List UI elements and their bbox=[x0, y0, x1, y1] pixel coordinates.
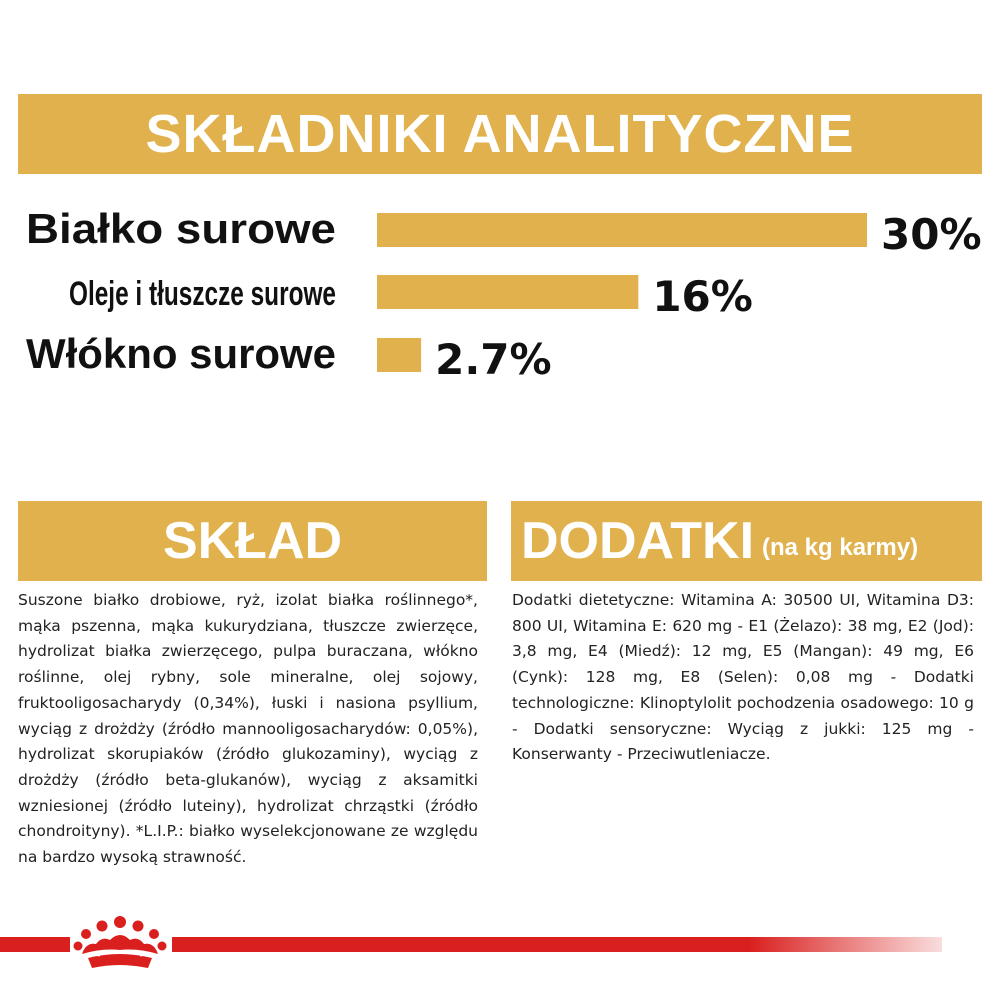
analytical-title: SKŁADNIKI ANALITYCZNE bbox=[145, 104, 855, 164]
bar-value-label: 2.7% bbox=[435, 335, 552, 384]
dodatki-title: DODATKI bbox=[521, 512, 755, 570]
footer-red-line-left bbox=[0, 937, 70, 952]
footer-red-line-right bbox=[172, 937, 942, 952]
bar-value-label: 30% bbox=[881, 210, 982, 259]
bar bbox=[377, 275, 638, 309]
crown-icon bbox=[68, 912, 172, 974]
sklad-title: SKŁAD bbox=[162, 512, 343, 570]
sklad-header-banner bbox=[18, 501, 487, 581]
dodatki-subtitle: (na kg karmy) bbox=[762, 534, 919, 561]
dodatki-header-banner bbox=[511, 501, 982, 581]
dodatki-additives-text: Dodatki dietetyczne: Witamina A: 30500 UI, Witamina D3: 800 UI, Witamina E: 620 mg - E1 (Żelazo): 38 mg, E2 (Jod): 3,8 mg, E4 (Miedź): 12 mg, E5 (Mangan): 49 mg, E6 (Cynk): 128 mg, E8 (Selen): 0,08 mg - Dodatki technologiczne: Klinoptylolit pochodzenia osadowego: 10 g - Dodatki sensoryczne: Wyciąg z jukki: 125 mg - Konserwanty - Przeciwutleniacze. bbox=[512, 591, 974, 764]
bar-category-label: Włókno surowe bbox=[26, 330, 336, 377]
bar bbox=[377, 213, 867, 247]
bar-category-label: Białko surowe bbox=[26, 205, 336, 252]
bar-category-label: Oleje i tłuszcze surowe bbox=[69, 275, 336, 313]
bar bbox=[377, 338, 421, 372]
analytical-header-banner bbox=[18, 94, 982, 174]
analytical-bar-chart bbox=[0, 195, 1000, 395]
sklad-composition-text: Suszone białko drobiowe, ryż, izolat białka roślinnego*, mąka pszenna, mąka kukurydziana, tłuszcze zwierzęce, hydrolizat białka zwierzęcego, pulpa buraczana, włókno roślinne, olej rybny, sole mineralne, olej sojowy, fruktooligosacharydy (0,34%), łuski i nasiona psyllium, wyciąg z drożdży (źródło mannooligosacharydów: 0,05%), hydrolizat skorupiaków (źródło glukozaminy), wyciąg z drożdży (źródło beta-glukanów), wyciąg z aksamitki wzniesionej (źródło luteiny), hydrolizat chrząstki (źródło chondroityny). *L.I.P.: białko wyselekcjonowane ze względu na bardzo wysoką strawność. bbox=[18, 591, 478, 867]
bar-value-label: 16% bbox=[652, 272, 753, 321]
